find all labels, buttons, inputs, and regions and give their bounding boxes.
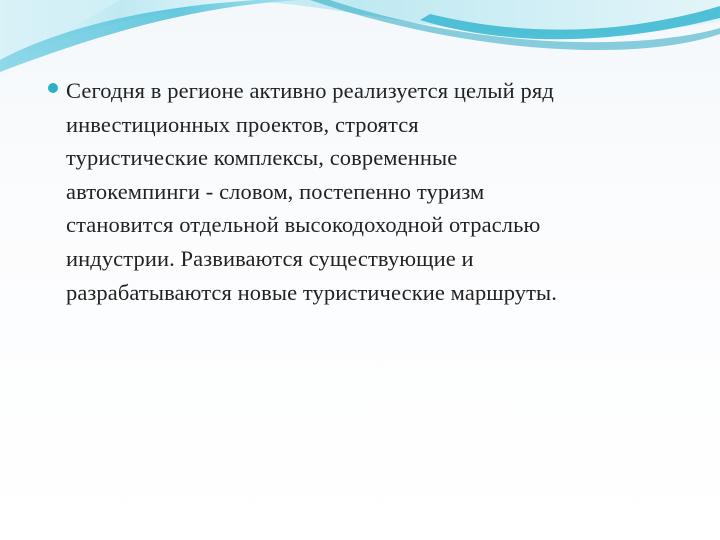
- bullet-item: [46, 74, 696, 309]
- bullet-text: Сегодня в регионе активно реализуется целый ряд инвестиционных проектов, строятся туристические комплексы, современные автокемпинги - словом, постепенно туризм становится отдельной высокодоходной отраслью индустрии. Развиваются существующие и разрабатываются новые туристические маршруты.: [66, 78, 557, 305]
- slide-content: [46, 74, 696, 309]
- bullet-dot-icon: [48, 83, 58, 93]
